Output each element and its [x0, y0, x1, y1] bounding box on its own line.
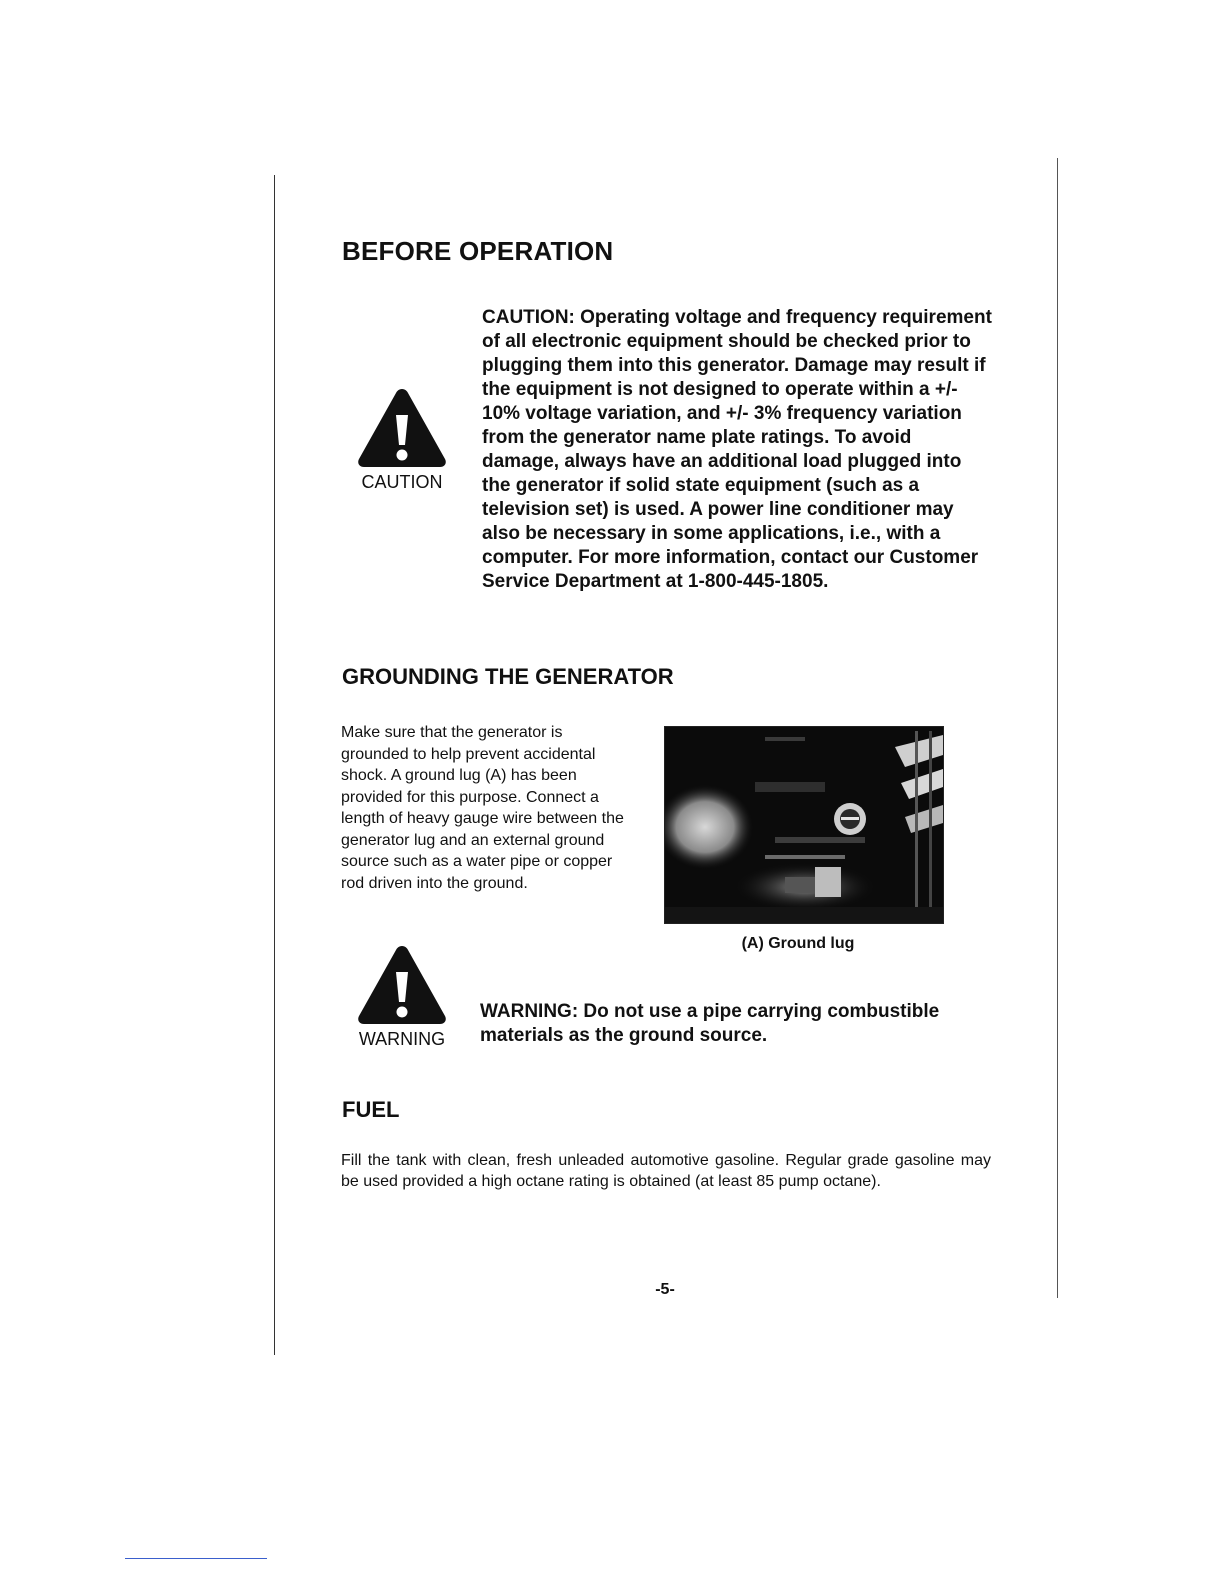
warning-notice: WARNING: Do not use a pipe carrying combustible materials as the ground source. — [480, 1001, 940, 1046]
generator-photo-image — [665, 727, 943, 923]
warning-icon-label: WARNING — [358, 1029, 446, 1049]
bottom-rule — [125, 1558, 267, 1559]
caution-icon-block — [352, 385, 452, 493]
warning-triangle-icon — [356, 942, 448, 1026]
photo-caption: (A) Ground lug — [741, 935, 855, 952]
grounding-instructions: Make sure that the generator is grounded to help prevent accidental shock. A ground lug (A) has been provided for this purpose. Connect a length of heavy gauge wire between the generator lug and an external ground source such as a water pipe or copper rod driven into the ground. — [341, 724, 624, 892]
fuel-instructions: Fill the tank with clean, fresh unleaded automotive gasoline. Regular grade gasoline may be used provided a high octane rating is obtained (at least 85 pump octane). — [341, 1152, 991, 1190]
scan-margin-line-left — [274, 175, 275, 1355]
caution-icon-label: CAUTION — [361, 472, 443, 492]
warning-triangle-icon — [356, 385, 448, 469]
caution-notice: CAUTION: Operating voltage and frequency requirement of all electronic equipment should be checked prior to plugging them into this generator. Damage may result if the equipment is not designed to operate within a +/- 10% voltage variation, and +/- 3% frequency variation from the generator name plate ratings. To avoid damage, always have an additional load plugged into the generator if solid state equipment (such as a television set) is used. A power line conditioner may also be necessary in some applications, i.e., with a computer. For more information, contact our Customer Service Department at 1-800-445-1805. — [482, 307, 992, 592]
section-title-fuel: FUEL — [342, 1097, 400, 1122]
page-number: -5- — [655, 1281, 675, 1298]
warning-icon-block — [352, 942, 452, 1050]
ground-lug-photo — [664, 726, 944, 924]
scan-margin-line-right — [1057, 158, 1058, 1298]
section-title-grounding: GROUNDING THE GENERATOR — [342, 664, 674, 689]
section-title-before-operation: BEFORE OPERATION — [342, 236, 614, 266]
